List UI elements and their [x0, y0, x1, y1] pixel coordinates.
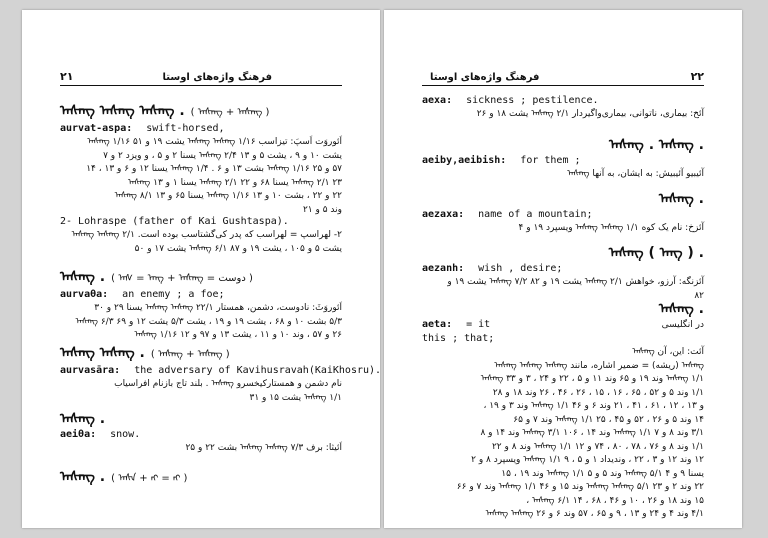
transliteration-line: aezaxa: name of a mountain;	[422, 209, 593, 220]
persian-definition: آئزخ: نام یک کوه ᠠᠰᠠᠩ ᠠᠰᠠᠩ ۱/۱ ویسپرد ۱۹ و ۴	[518, 223, 704, 233]
transliteration-line: aeiθa: snow.	[60, 429, 141, 440]
entry-aeta	[422, 300, 704, 522]
transliteration-line: aeiby,aeibish: for them ;	[422, 155, 581, 166]
transliteration-line: aeta: = it در انگلیسی	[422, 319, 704, 330]
running-title: فرهنگ واژه‌های اوستا	[430, 72, 540, 83]
avestan-word: ᠠᠰᠠᠩ ᠠᠰᠠᠩ . ( ᠠᠰᠠᠩ + ᠠᠰᠠᠩ )	[60, 345, 230, 361]
entry-lohraspe	[60, 215, 342, 256]
entry-aurvasara	[60, 344, 382, 405]
persian-definition: یشت ۵ و ۱۰۵ ، یشت ۱۹ و ۸۷ ᠠᠰᠠᠩ ۶/۱ یشت ۱۷ و ۵۰	[134, 243, 342, 254]
persian-definition: اَئوروَثَ: نادوست، دشمن، همستار ᠠᠰᠠᠩ ᠠᠰᠠᠩ ۲۲/۱ یسنا ۲۹ و ۳۰	[94, 303, 342, 313]
persian-definition: یشت ۱۰ و ۹ ، یشت ۵ و ۱۳ ᠠᠰᠠᠩ ۲/۴ یسنا ۲ و ۵ ، و ویزد ۲ و ۷	[103, 150, 342, 161]
avestan-word: ᠠᠰᠠᠩ .	[60, 411, 106, 427]
page-header	[60, 68, 342, 86]
transliteration-line: aurvasāra: the adversary of Kavihusravah(KaiKhosru).	[60, 365, 382, 376]
persian-definition: ۵۷ و ۲۵ ᠠᠰᠠᠩ ۱/۱۶ بشت ۱۳ و ۶ . ᠠᠰᠠᠩ ۱/۴ یسنا ۱۲ و ۶ و ۱۳ ، ۱۴	[86, 164, 342, 174]
persian-definition: نام دشمن و همستارکیخسرو ᠠᠰᠠᠩ . بلند تاج بازنام افراسیاب	[114, 379, 342, 389]
persian-definition: ۱/۱ وند ۸ و ۷۶ ، ۷۸ ، ۸۰ ، ۷۴ و ۱۲ ᠠᠰᠠᠩ ۱/۱ وند ۸ و ۲۲	[491, 441, 704, 452]
page-header	[422, 68, 704, 86]
transliteration-line: aezanh: wish , desire;	[422, 263, 563, 274]
persian-definition: ۱۵ وند ۱۸ و ۲۶ ، ۱۰ و ۴۶ ، ۶۸ ، ۱۴ ᠠᠰᠠᠩ ۶/۱ ،	[526, 495, 704, 506]
persian-definition: آئیبیو آئیبیش: به ایشان، به آنها ᠠᠰᠠᠩ	[567, 169, 704, 179]
persian-definition: آئت: این، آن ᠠᠰᠠᠩ	[632, 347, 704, 357]
page-number: ۲۱	[60, 70, 74, 83]
transliteration-line: aurvaθa: an enemy ; a foe;	[60, 289, 225, 300]
persian-definition: ᠠᠰᠠᠩ (ریشه) = ضمیر اشاره، مانند ᠠᠰᠠᠩ ᠠᠰᠠᠩ ᠠᠰᠠᠩ	[494, 360, 704, 371]
persian-definition: و ۱۳ ، ۱۲ ، ۶۱ ، ۴۱ ، ۲۱ وند ۶ و ۴۶ ᠠᠰᠠᠩ ۱/۱ وند ۳ و ۱۹ ،	[483, 401, 704, 411]
avestan-word: ᠠᠰᠠᠩ .	[658, 301, 704, 317]
persian-definition: ۲۶ و ۵۷ ، وند ۱۰ و ۱۱ ، یشت ۱۳ و ۹۷ و ۱۲ ᠠᠰᠠᠩ ۱/۱۶	[134, 330, 342, 340]
avestan-word: ᠠᠰᠠᠩ ᠠᠰᠠᠩ ᠠᠰᠠᠩ . ( ᠠᠰᠠᠩ + ᠠᠰᠠᠩ )	[60, 103, 270, 119]
persian-definition: ᠠᠰᠠᠩ ۱/۱ وند ۱۹ و ۶۵ وند ۱۱ و ۵ ، ۲۲ و ۲۴ ، ۳ و ۳۳ ᠠᠰᠠᠩ	[480, 374, 704, 384]
persian-definition: ۳/۱ وند ۸ و ۷ ᠠᠰᠠᠩ ۱/۱ وند ۱۴ ، ۱۰۶ ᠠᠰᠠᠩ ۳/۱ وند ۱۴ و ۸	[480, 428, 704, 438]
transliteration-line: aexa: sickness ; pestilence.	[422, 95, 599, 106]
entry-next	[60, 468, 342, 488]
persian-definition: ۲۳ ᠠᠰᠠᠩ ۲/۱ یسنا ۶۸ و ۲۲ ᠠᠰᠠᠩ ۲/۱ یسنا ۱ و ۱۳ ᠠᠰᠠᠩ	[127, 177, 342, 188]
persian-definition: ۲- لهراسپ = لهراسب که پدر کی‌گشتاسب بوده است. ᠠᠰᠠᠩ ᠠᠰᠠᠩ ۲/۱	[71, 230, 342, 240]
entry-aurvatha	[60, 268, 342, 343]
header-rule	[60, 85, 342, 86]
persian-definition: اَئیثا: برف ᠠᠰᠠᠩ ᠠᠰᠠᠩ ۷/۳ بشت ۲۲ و ۲۵	[185, 443, 342, 453]
persian-definition: آئزنگه: آرزو، خواهش ᠠᠰᠠᠩ ۲/۱ یشت ۱۹ و ۸۲ ᠠᠰᠠᠩ ۷/۲ یشت ۱۹ و	[447, 277, 704, 287]
avestan-word: ᠠᠰᠠᠩ . ᠠᠰᠠᠩ .	[608, 137, 704, 153]
persian-definition: وند ۵ و ۲۱	[302, 204, 342, 215]
persian-definition: ۱۲ وند ۱۲ و ۳ ، ۲۲ ، وندیداد ۱ و ۵ ، ۹ ᠠᠰᠠᠩ ۱/۱ ویسپرد ۸ و ۲	[471, 455, 704, 465]
persian-definition: ۱/۱ وند ۵ و ۵۲ ، ۶۵ ، ۱۶ ، ۱۵ ، ۲۶ ، ۴۶ ، ۲۶ وند ۱۸ و ۲۸	[492, 387, 704, 398]
entry-aezanh	[422, 244, 704, 303]
persian-definition: ۵/۳ بشت ۱۰ و ۶۸ ، یشت ۱۹ و ۱۹ ، یشت ۵/۳ یشت ۱۲ و ۶۹ ᠠᠰᠠᠩ ۶/۳	[75, 316, 342, 327]
sense-heading: 2- Lohraspe (father of Kai Gushtaspa).	[60, 216, 289, 227]
left-page	[22, 10, 380, 528]
header-rule	[422, 85, 704, 86]
page-number: ۲۲	[690, 70, 704, 83]
entry-aurvat-aspa	[60, 102, 342, 217]
avestan-word: ᠠᠰᠠᠩ . ( ᠠᠰ = ᠠᠩ + ᠠᠰᠠᠩ = دوست )	[60, 269, 253, 285]
persian-definition: یسنا ۹ و ۴ ᠠᠰᠠᠩ ۵/۱ وند ۵ و ۵ ᠠᠰᠠᠩ ۱/۱ وند ۱۹ ، ۱۵	[501, 468, 704, 479]
persian-definition: ᠠᠰᠠᠩ ۱/۱ یشت ۱۵ و ۳۱	[249, 392, 342, 403]
transliteration-line: this ; that;	[422, 333, 495, 344]
entry-aeiby	[422, 136, 704, 182]
persian-definition: ۴/۱ وند ۴ و ۲۴ و ۱۳ ، ۹ و ۶۵ ، ۵۷ وند ۶ و ۲۶ ᠠᠰᠠᠩ ᠠᠰᠠᠩ	[485, 509, 704, 519]
avestan-word: ᠠᠰᠠᠩ . ( ᠠᠰᠠ + ᠩ = ᠩ )	[60, 469, 188, 485]
entry-aeitha	[60, 410, 342, 456]
persian-definition: ۲۲ وند ۲ و ۲۳ ᠠᠰᠠᠩ ᠠᠰᠠᠩ ۵/۱ وند ۱۵ و ۴۶ ᠠᠰᠠᠩ ۱/۱ وند ۷ و ۶۶	[456, 482, 704, 492]
entry-aezaxa	[422, 190, 704, 236]
transliteration-line: aurvat-aspa: swift-horsed,	[60, 123, 225, 134]
persian-definition: ۱۴ وند ۵ و ۲۶ ، ۵۲ و ۴۵ ، ۲۵ ᠠᠰᠠᠩ ۱/۱ وند ۷ و ۶۵	[513, 414, 704, 425]
running-title: فرهنگ واژه‌های اوستا	[162, 72, 272, 83]
avestan-word: ᠠᠰᠠᠩ .	[658, 191, 704, 207]
persian-definition: ۲۲ و ۲۲ ، بشت ۱۰ و ۱۳ ᠠᠰᠠᠩ ۱/۱۶ یسنا ۶۵ و ۱۳ ᠠᠰᠠᠩ ۸/۱	[114, 191, 342, 201]
right-page	[384, 10, 742, 528]
entry-aexa	[422, 94, 704, 122]
avestan-word: ᠠᠰᠠᠩ ( ᠠᠩ ) .	[608, 245, 704, 261]
persian-definition: آئخ: بیماری، ناتوانی، بیماری‌واگیردار ᠠᠰᠠᠩ ۲/۱ یشت ۱۸ و ۲۶	[476, 109, 704, 119]
persian-definition: اَئوروَت اَسپَ: تیزاسب ᠠᠰᠠᠩ ᠠᠰᠠᠩ ۱/۱۶ یشت ۱۹ و ۵۱ ᠠᠰᠠᠩ ۱/۱۶	[87, 137, 342, 147]
persian-definition: ۸۲	[694, 290, 704, 301]
